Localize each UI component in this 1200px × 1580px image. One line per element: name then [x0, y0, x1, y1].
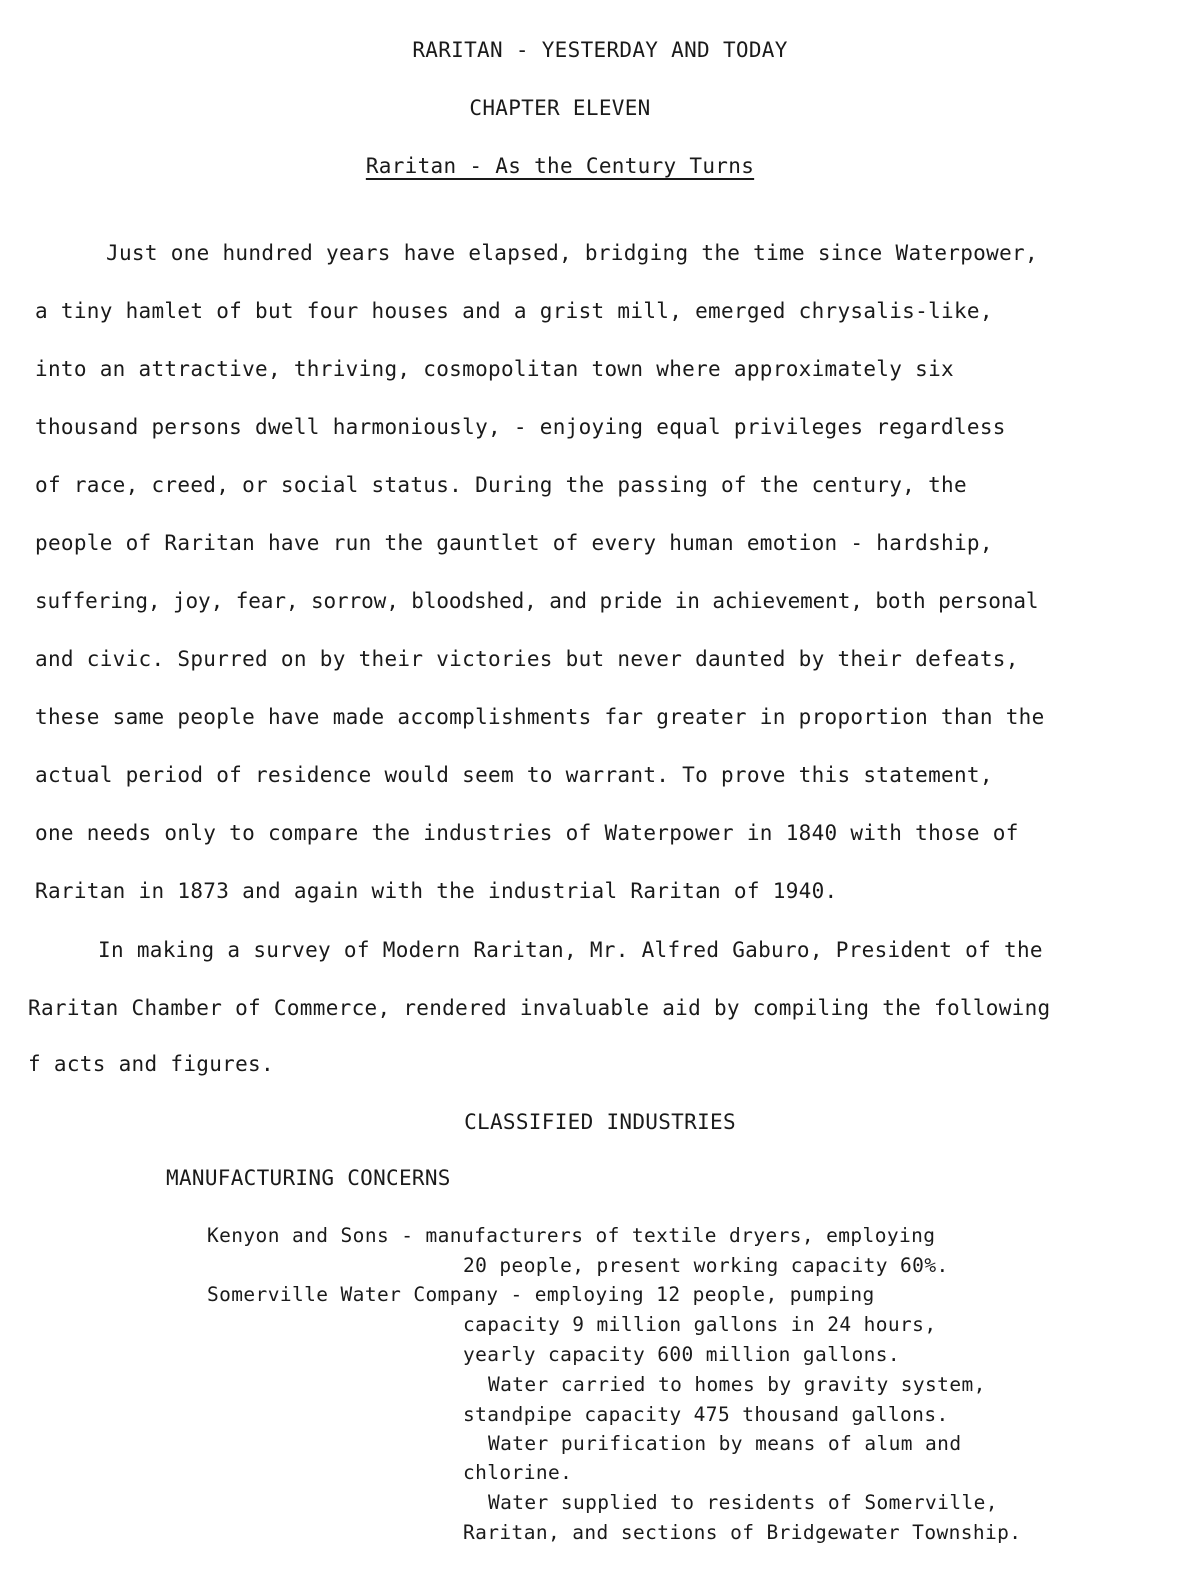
entry-line: Water carried to homes by gravity system, — [488, 1373, 986, 1396]
section-heading: CLASSIFIED INDUSTRIES — [464, 1110, 736, 1134]
entry-line: yearly capacity 600 million gallons. — [463, 1343, 901, 1366]
paragraph-line: In making a survey of Modern Raritan, Mr. Alfred Gaburo, President of the — [98, 938, 1043, 962]
paragraph-line: actual period of residence would seem to warrant. To prove this statement, — [35, 763, 993, 787]
paragraph-line: people of Raritan have run the gauntlet of every human emotion - hardship, — [35, 531, 993, 555]
subsection-heading: MANUFACTURING CONCERNS — [166, 1166, 451, 1190]
entry-line: Water supplied to residents of Somerville, — [488, 1491, 998, 1514]
paragraph-line: thousand persons dwell harmoniously, - enjoying equal privileges regardless — [35, 415, 1006, 439]
paragraph-line: Just one hundred years have elapsed, bridging the time since Waterpower, — [106, 241, 1038, 265]
entry-line: Raritan, and sections of Bridgewater Township. — [463, 1521, 1022, 1544]
chapter-subtitle: Raritan - As the Century Turns — [365, 154, 755, 178]
entry-line: chlorine. — [463, 1461, 573, 1484]
paragraph-line: Raritan Chamber of Commerce, rendered invaluable aid by compiling the following — [28, 996, 1051, 1020]
chapter-heading: CHAPTER ELEVEN — [469, 96, 651, 120]
paragraph-line: of race, creed, or social status. During the passing of the century, the — [35, 473, 967, 497]
entry-line: Kenyon and Sons - manufacturers of textile dryers, employing — [207, 1224, 936, 1247]
entry-line: Water purification by means of alum and — [488, 1432, 962, 1455]
paragraph-line: and civic. Spurred on by their victories but never daunted by their defeats, — [35, 647, 1019, 671]
paragraph-line: Raritan in 1873 and again with the industrial Raritan of 1940. — [35, 879, 838, 903]
paragraph-line: suffering, joy, fear, sorrow, bloodshed, and pride in achievement, both personal — [35, 589, 1039, 613]
paragraph-line: into an attractive, thriving, cosmopolitan town where approximately six — [35, 357, 954, 381]
entry-line: standpipe capacity 475 thousand gallons. — [463, 1403, 949, 1426]
paragraph-line: f acts and figures. — [28, 1052, 274, 1076]
entry-line: 20 people, present working capacity 60%. — [463, 1254, 949, 1277]
entry-line: capacity 9 million gallons in 24 hours, — [463, 1313, 937, 1336]
paragraph-line: a tiny hamlet of but four houses and a grist mill, emerged chrysalis-like, — [35, 299, 993, 323]
entry-line: Somerville Water Company - employing 12 people, pumping — [207, 1283, 875, 1306]
paragraph-line: one needs only to compare the industries of Waterpower in 1840 with those of — [35, 821, 1019, 845]
document-title: RARITAN - YESTERDAY AND TODAY — [412, 38, 788, 62]
paragraph-line: these same people have made accomplishments far greater in proportion than the — [35, 705, 1045, 729]
